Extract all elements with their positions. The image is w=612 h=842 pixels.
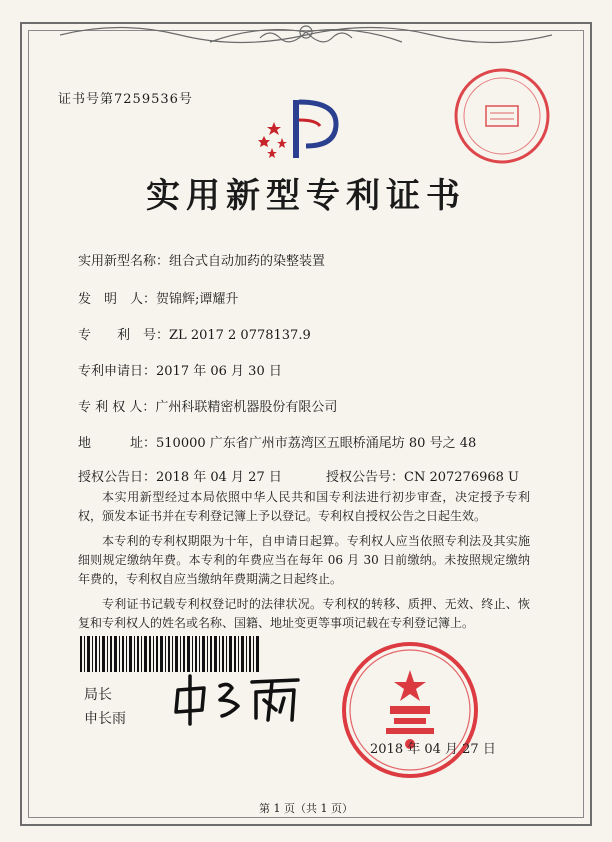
- field-label: 授权公告日：: [78, 470, 157, 485]
- field-grant-date: [78, 466, 282, 485]
- field-patentee: [78, 396, 337, 415]
- field-value: ZL 2017 2 0778137.9: [169, 328, 311, 343]
- field-value: 贺锦辉;谭耀升: [156, 292, 239, 307]
- paragraph-status: 专利证书记载专利权登记时的法律状况。专利权的转移、质押、无效、终止、恢复和专利权人的姓名或名称、国籍、地址变更等事项记载在专利登记簿上。: [78, 597, 530, 630]
- field-value: 510000 广东省广州市荔湾区五眼桥涌尾坊 80 号之 48: [156, 436, 477, 451]
- director-title: 局长: [84, 687, 112, 703]
- field-label: 专 利 权 人：: [78, 400, 156, 415]
- field-inventor: [78, 288, 238, 307]
- field-label: 发 明 人：: [78, 292, 157, 307]
- field-value: CN 207276968 U: [404, 470, 519, 485]
- field-value: 2017 年 06 月 30 日: [156, 364, 282, 379]
- barcode: [80, 636, 260, 672]
- field-grant-number: [326, 466, 519, 485]
- paragraph-grant: 本实用新型经过本局依照中华人民共和国专利法进行初步审查，决定授予专利权，颁发本证书并在专利登记簿上予以登记。专利权自授权公告之日起生效。: [78, 490, 530, 523]
- small-seal: [452, 66, 552, 166]
- field-label: 地 址：: [78, 436, 157, 451]
- field-filing-date: [78, 360, 282, 379]
- certificate-title: 实用新型专利证书: [146, 176, 466, 216]
- director-name: 申长雨: [84, 711, 126, 727]
- border-ornament: [60, 20, 552, 50]
- field-label: 专利申请日：: [78, 364, 157, 379]
- cnipa-logo: [256, 92, 352, 162]
- paragraph-term: 本专利的专利权期限为十年，自申请日起算。专利权人应当依照专利法及其实施细则规定缴纳年费。本专利的年费应当在每年 06 月 30 日前缴纳。未按照规定缴纳年费的，专利权自应当缴纳年费期满之日起终止。: [78, 534, 530, 586]
- certificate-number: 证书号第7259536号: [58, 92, 193, 107]
- field-utility-name: [78, 250, 325, 269]
- field-label: 实用新型名称：: [78, 254, 170, 269]
- field-value: 广州科联精密机器股份有限公司: [155, 400, 338, 415]
- page-number: 第 1 页（共 1 页）: [259, 802, 353, 815]
- director-signature: [168, 670, 308, 726]
- field-label: 专 利 号：: [78, 328, 170, 343]
- field-value: 组合式自动加药的染整装置: [169, 254, 326, 269]
- field-value: 2018 年 04 月 27 日: [156, 470, 282, 485]
- certificate-body: [78, 488, 530, 633]
- field-patent-number: [78, 324, 311, 343]
- official-seal: [340, 640, 480, 780]
- field-label: 授权公告号：: [326, 470, 405, 485]
- issue-date: 2018 年 04 月 27 日: [370, 742, 496, 757]
- field-address: [78, 432, 476, 451]
